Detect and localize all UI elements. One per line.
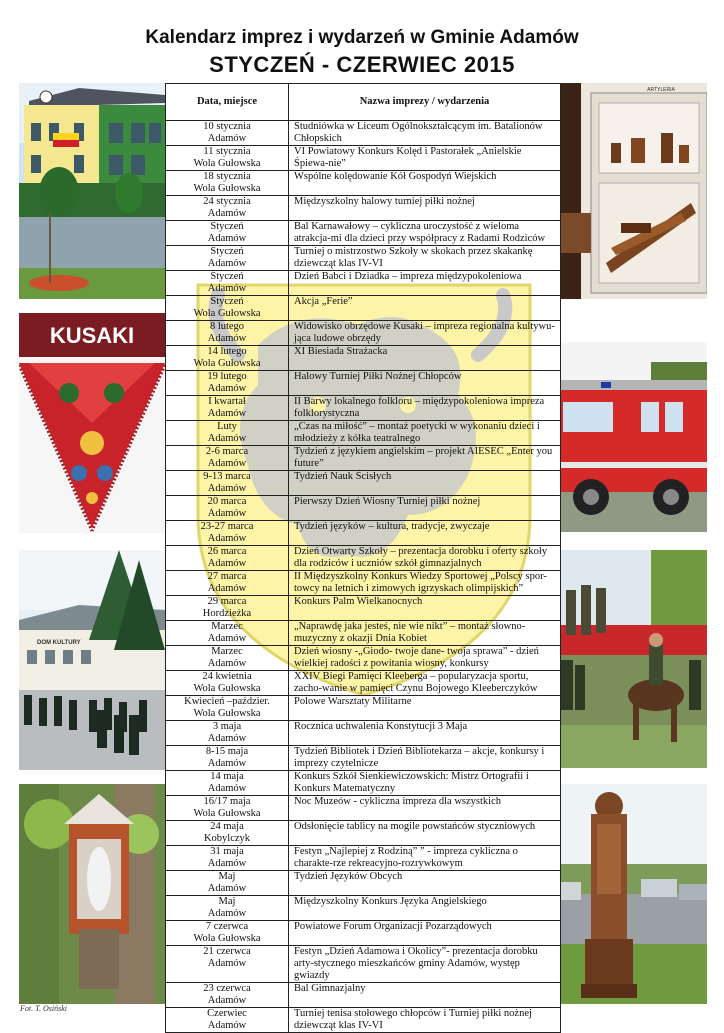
event-date-cell — [166, 621, 289, 646]
event-date-cell — [166, 671, 289, 696]
event-place: Wola Gułowska — [193, 683, 261, 694]
event-name: Akcja „Ferie” — [289, 296, 561, 321]
event-date-cell — [166, 446, 289, 471]
event-date: Styczeń — [210, 221, 244, 232]
event-place: Adamów — [207, 433, 247, 444]
event-date: 31 maja — [210, 846, 244, 857]
event-name: Tydzień języków – kultura, tradycje, zwyczaje — [289, 521, 561, 546]
event-date-cell — [166, 921, 289, 946]
event-place: Adamów — [207, 458, 247, 469]
kusaki-label: KUSAKI — [49, 323, 135, 348]
event-date: 8-15 maja — [205, 746, 249, 757]
event-date: 2-6 marca — [205, 446, 249, 457]
page-title: Kalendarz imprez i wydarzeń w Gminie Adamów — [145, 27, 579, 48]
event-date-cell — [166, 983, 289, 1008]
table-row — [166, 746, 561, 771]
table-row — [166, 1008, 561, 1033]
event-date: I kwartał — [208, 396, 246, 407]
table-row — [166, 471, 561, 496]
event-name: VI Powiatowy Konkurs Kolęd i Pastorałek „Anielskie Śpiewa-nie” — [289, 146, 561, 171]
table-row — [166, 371, 561, 396]
table-row — [166, 721, 561, 746]
photo-kusaki-shawl — [19, 313, 165, 533]
event-place: Adamów — [207, 333, 247, 344]
event-date-cell — [166, 596, 289, 621]
event-name: Festyn „Dzień Adamowa i Okolicy”- prezentacja dorobku arty-stycznego mieszkańców gminy Adamów, występ gwiazdy — [289, 946, 561, 983]
event-place: Adamów — [207, 483, 247, 494]
event-name: Dzień wiosny -„Giodo- twoje dane- twoja sprawa” - dzień wielkiej radości z powitania wiosny, konkursy — [289, 646, 561, 671]
event-place: Wola Gułowska — [193, 183, 261, 194]
table-row — [166, 571, 561, 596]
column-header-date: Data, miejsce — [166, 84, 289, 121]
table-row — [166, 396, 561, 421]
table-row — [166, 821, 561, 846]
event-date: Marzec — [211, 646, 243, 657]
event-date: 18 stycznia — [203, 171, 251, 182]
event-date-cell — [166, 171, 289, 196]
event-name: Wspólne kolędowanie Kół Gospodyń Wiejskich — [289, 171, 561, 196]
table-row — [166, 621, 561, 646]
event-date: Styczeń — [210, 246, 244, 257]
event-name: XXIV Biegi Pamięci Kleeberga – popularyzacja sportu, zacho-wanie w pamięci Czynu Bojowego Kleeberczyków — [289, 671, 561, 696]
house-label: DOM KULTURY — [37, 640, 81, 646]
event-date: 7 czerwca — [205, 921, 249, 932]
table-row — [166, 221, 561, 246]
event-place: Adamów — [207, 633, 247, 644]
event-place: Adamów — [207, 958, 247, 969]
event-date-cell — [166, 546, 289, 571]
table-row — [166, 246, 561, 271]
photo-military-rider — [561, 550, 707, 768]
table-row — [166, 171, 561, 196]
events-table-container — [165, 83, 561, 1033]
photo-fire-truck — [561, 342, 707, 532]
event-name: Rocznica uchwalenia Konstytucji 3 Maja — [289, 721, 561, 746]
table-row — [166, 946, 561, 983]
event-date-cell — [166, 346, 289, 371]
event-date: Styczeń — [210, 296, 244, 307]
event-name: Halowy Turniej Piłki Nożnej Chłopców — [289, 371, 561, 396]
table-row — [166, 921, 561, 946]
table-row — [166, 871, 561, 896]
table-row — [166, 146, 561, 171]
event-date-cell — [166, 896, 289, 921]
event-name: XI Biesiada Strażacka — [289, 346, 561, 371]
event-date-cell — [166, 246, 289, 271]
event-date: 20 marca — [207, 496, 247, 507]
event-place: Adamów — [207, 758, 247, 769]
event-name: Konkurs Szkół Sienkiewiczowskich: Mistrz Ortografii i Konkurs Matematyczny — [289, 771, 561, 796]
event-name: Tydzień Nauk Ścisłych — [289, 471, 561, 496]
museum-label: ARTYLERIA — [647, 87, 675, 93]
event-date: 10 stycznia — [203, 121, 251, 132]
event-date: Czerwiec — [207, 1008, 247, 1019]
event-name: Noc Muzeów - cykliczna impreza dla wszystkich — [289, 796, 561, 821]
event-date-cell — [166, 646, 289, 671]
event-date-cell — [166, 196, 289, 221]
event-place: Wola Gułowska — [193, 708, 261, 719]
column-header-event: Nazwa imprezy / wydarzenia — [289, 84, 561, 121]
event-name: Dzień Otwarty Szkoły – prezentacja dorobku i oferty szkoły dla rodziców i uczniów szkół gimnazjalnych — [289, 546, 561, 571]
event-date-cell — [166, 396, 289, 421]
event-date-cell — [166, 321, 289, 346]
event-place: Hordzieżka — [202, 608, 252, 619]
event-place: Adamów — [207, 658, 247, 669]
event-place: Adamów — [207, 883, 247, 894]
event-place: Wola Gułowska — [193, 808, 261, 819]
event-date-cell — [166, 696, 289, 721]
event-date: 8 lutego — [209, 321, 245, 332]
table-row — [166, 546, 561, 571]
event-date-cell — [166, 471, 289, 496]
event-place: Adamów — [207, 583, 247, 594]
table-row — [166, 446, 561, 471]
event-date-cell — [166, 371, 289, 396]
table-row — [166, 896, 561, 921]
event-name: Turniej o mistrzostwo Szkoły w skokach przez skakankę dziewcząt klas IV-VI — [289, 246, 561, 271]
table-row — [166, 696, 561, 721]
event-date: 27 marca — [207, 571, 247, 582]
event-date: 26 marca — [207, 546, 247, 557]
event-date-cell — [166, 271, 289, 296]
event-date: 14 lutego — [207, 346, 247, 357]
event-date: 29 marca — [207, 596, 247, 607]
table-row — [166, 646, 561, 671]
event-date-cell — [166, 796, 289, 821]
event-name: Bal Karnawałowy – cykliczna uroczystość z wieloma atrakcja-mi dla dzieci przy współpracy z Radami Rodziców — [289, 221, 561, 246]
event-place: Adamów — [207, 208, 247, 219]
event-place: Adamów — [207, 383, 247, 394]
event-date: 24 kwietnia — [202, 671, 252, 682]
table-row — [166, 346, 561, 371]
event-date-cell — [166, 121, 289, 146]
event-place: Adamów — [207, 283, 247, 294]
event-place: Wola Gułowska — [193, 358, 261, 369]
event-name: Pierwszy Dzień Wiosny Turniej piłki nożnej — [289, 496, 561, 521]
table-row — [166, 121, 561, 146]
event-place: Adamów — [207, 858, 247, 869]
event-date: Maj — [218, 871, 236, 882]
event-date-cell — [166, 846, 289, 871]
table-row — [166, 596, 561, 621]
photo-municipal-office — [19, 83, 165, 299]
event-place: Wola Gułowska — [193, 308, 261, 319]
event-name: Tydzień z językiem angielskim – projekt AIESEC „Enter you future” — [289, 446, 561, 471]
events-table — [165, 83, 561, 1033]
event-place: Wola Gułowska — [193, 158, 261, 169]
event-date: 24 stycznia — [203, 196, 251, 207]
event-place: Adamów — [207, 908, 247, 919]
event-date: 11 stycznia — [203, 146, 251, 157]
event-place: Adamów — [207, 995, 247, 1006]
event-date-cell — [166, 946, 289, 983]
event-name: Odsłonięcie tablicy na mogile powstańców styczniowych — [289, 821, 561, 846]
event-date-cell — [166, 821, 289, 846]
table-row — [166, 321, 561, 346]
event-date-cell — [166, 146, 289, 171]
table-row — [166, 296, 561, 321]
event-date-cell — [166, 296, 289, 321]
event-date-cell — [166, 871, 289, 896]
table-row — [166, 521, 561, 546]
event-name: II Barwy lokalnego folkloru – międzypokoleniowa impreza folklorystyczna — [289, 396, 561, 421]
event-name: Konkurs Palm Wielkanocnych — [289, 596, 561, 621]
event-date-cell — [166, 1008, 289, 1033]
table-row — [166, 196, 561, 221]
photo-credit: Fot. T. Osiński — [20, 1004, 67, 1013]
event-date: Kwiecień –paździer. — [184, 696, 270, 707]
table-row — [166, 771, 561, 796]
event-place: Adamów — [207, 558, 247, 569]
event-date-cell — [166, 221, 289, 246]
event-name: Studniówka w Liceum Ogólnokształcącym im. Batalionów Chłopskich — [289, 121, 561, 146]
event-date: 23 czerwca — [203, 983, 251, 994]
event-place: Adamów — [207, 533, 247, 544]
table-row — [166, 846, 561, 871]
table-row — [166, 796, 561, 821]
event-place: Adamów — [207, 783, 247, 794]
event-place: Adamów — [207, 733, 247, 744]
event-name: „Naprawdę jaka jesteś, nie wie nikt” – montaż słowno-muzyczny z okazji Dnia Kobiet — [289, 621, 561, 646]
event-name: II Międzyszkolny Konkurs Wiedzy Sportowej „Polscy spor-towcy na letnich i zimowych igrzyskach olimpijskich” — [289, 571, 561, 596]
event-place: Adamów — [207, 508, 247, 519]
event-name: Festyn „Najlepiej z Rodziną” ” - impreza cykliczna o charakte-rze rekreacyjno-rozrywkowym — [289, 846, 561, 871]
event-date-cell — [166, 721, 289, 746]
event-name: Polowe Warsztaty Militarne — [289, 696, 561, 721]
event-place: Adamów — [207, 408, 247, 419]
event-date: 14 maja — [210, 771, 244, 782]
event-date: Luty — [217, 421, 237, 432]
event-name: Turniej tenisa stołowego chłopców i Turniej piłki nożnej dziewcząt klas IV-VI — [289, 1008, 561, 1033]
event-date: 19 lutego — [207, 371, 247, 382]
event-date-cell — [166, 421, 289, 446]
photo-shrine — [19, 784, 165, 1004]
event-name: „Czas na miłość” – montaż poetycki w wykonaniu dzieci i młodzieży z kółka teatralnego — [289, 421, 561, 446]
table-row — [166, 983, 561, 1008]
event-place: Adamów — [207, 133, 247, 144]
event-name: Dzień Babci i Dziadka – impreza międzypokoleniowa — [289, 271, 561, 296]
page-subtitle: STYCZEŃ - CZERWIEC 2015 — [209, 52, 515, 77]
event-place: Kobylczyk — [203, 833, 251, 844]
event-place: Wola Gułowska — [193, 933, 261, 944]
event-place: Adamów — [207, 1020, 247, 1031]
event-date-cell — [166, 521, 289, 546]
event-name: Międzyszkolny halowy turniej piłki nożnej — [289, 196, 561, 221]
event-date: 16/17 maja — [203, 796, 251, 807]
table-row — [166, 421, 561, 446]
table-row — [166, 271, 561, 296]
event-date: 9-13 marca — [203, 471, 251, 482]
table-row — [166, 496, 561, 521]
event-date: 23-27 marca — [200, 521, 254, 532]
event-date: 21 czerwca — [203, 946, 251, 957]
event-date: Styczeń — [210, 271, 244, 282]
event-place: Adamów — [207, 258, 247, 269]
event-place: Adamów — [207, 233, 247, 244]
table-row — [166, 671, 561, 696]
event-date-cell — [166, 496, 289, 521]
photo-wooden-sculpture — [561, 784, 707, 1004]
photo-house-of-culture — [19, 550, 165, 770]
event-name: Bal Gimnazjalny — [289, 983, 561, 1008]
event-name: Międzyszkolny Konkurs Języka Angielskiego — [289, 896, 561, 921]
event-name: Powiatowe Forum Organizacji Pozarządowych — [289, 921, 561, 946]
event-date: 3 maja — [212, 721, 242, 732]
event-name: Widowisko obrzędowe Kusaki – impreza regionalna kultywu-jąca ludowe obrzędy — [289, 321, 561, 346]
event-name: Tydzień Bibliotek i Dzień Bibliotekarza – akcje, konkursy i imprezy czytelnicze — [289, 746, 561, 771]
event-date-cell — [166, 746, 289, 771]
event-date-cell — [166, 771, 289, 796]
event-date: 24 maja — [210, 821, 244, 832]
photo-museum-display — [561, 83, 707, 299]
event-date: Maj — [218, 896, 236, 907]
event-date: Marzec — [211, 621, 243, 632]
event-name: Tydzień Języków Obcych — [289, 871, 561, 896]
event-date-cell — [166, 571, 289, 596]
